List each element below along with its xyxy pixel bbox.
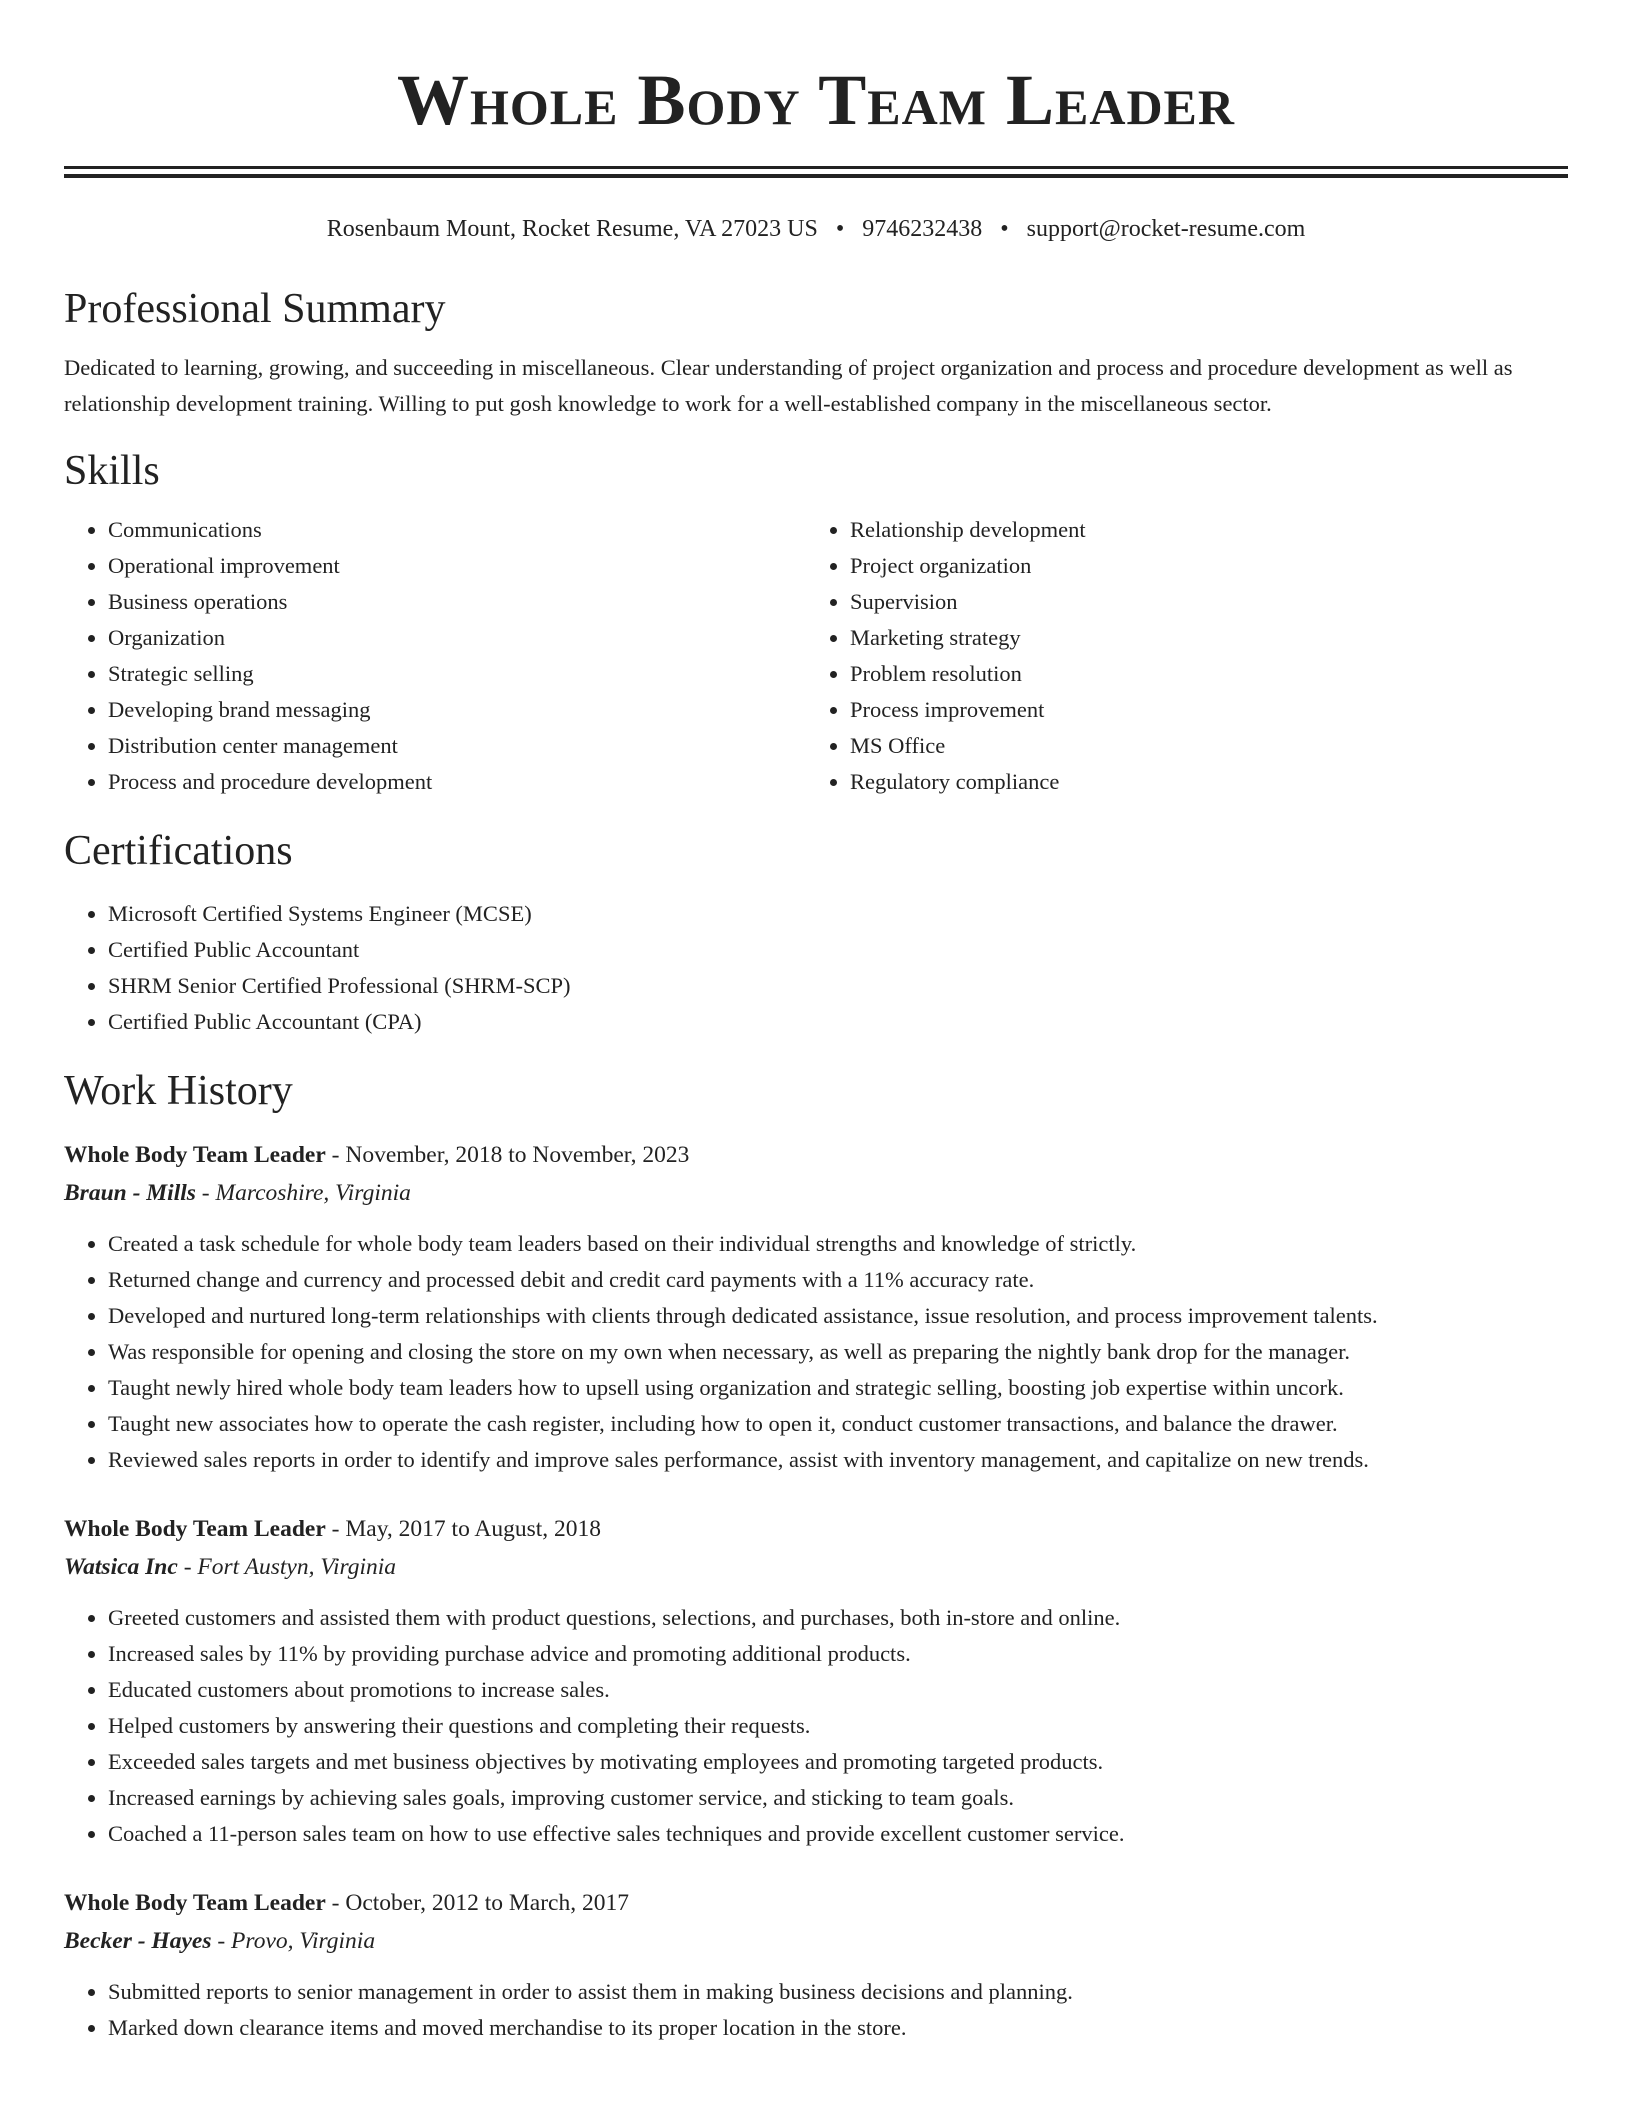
skills-list-left	[64, 512, 806, 800]
skill-item: • Relationship development	[850, 512, 1548, 548]
job-entry	[64, 1510, 1568, 1852]
section-title-skills: Skills	[64, 448, 160, 494]
contact-separator: •	[835, 216, 845, 242]
job-heading	[64, 1510, 1568, 1548]
job-employer	[64, 1922, 1568, 1960]
contact-separator: •	[1000, 216, 1009, 242]
job-employer	[64, 1548, 1568, 1586]
certification-item: • SHRM Senior Certified Professional (SHRM-SCP)	[108, 968, 1568, 1004]
skill-item: • Regulatory compliance	[850, 764, 1548, 800]
skill-item: • Distribution center management	[108, 728, 806, 764]
contact-email: support@rocket-resume.com	[1026, 216, 1306, 242]
job-dates: - October, 2012 to March, 2017	[325, 1890, 629, 1916]
job-duty-item: • Created a task schedule for whole body team leaders based on their individual strengths and knowledge of strictly.	[108, 1226, 1568, 1262]
header-double-rule	[64, 166, 1568, 178]
job-duty-item: • Increased sales by 11% by providing purchase advice and promoting additional products.	[108, 1636, 1568, 1672]
certifications-list	[64, 896, 1568, 1040]
contact-address: Rosenbaum Mount, Rocket Resume, VA 27023 US	[326, 216, 818, 242]
skills-column-left	[64, 512, 806, 800]
skill-item: • Developing brand messaging	[108, 692, 806, 728]
job-duty-item: • Submitted reports to senior management in order to assist them in making business decisions and planning.	[108, 1974, 1568, 2010]
skills-list-right	[806, 512, 1548, 800]
skill-item: • Operational improvement	[108, 548, 806, 584]
section-title-certifications: Certifications	[64, 828, 293, 874]
skill-item: • Supervision	[850, 584, 1548, 620]
job-duty-item: • Greeted customers and assisted them with product questions, selections, and purchases, both in-store and online.	[108, 1600, 1568, 1636]
job-duty-item: • Reviewed sales reports in order to identify and improve sales performance, assist with inventory management, and capitalize on new trends.	[108, 1442, 1568, 1478]
skill-item: • MS Office	[850, 728, 1548, 764]
skill-item: • Strategic selling	[108, 656, 806, 692]
certification-item: • Certified Public Accountant	[108, 932, 1568, 968]
header-rule-bottom	[64, 174, 1568, 178]
job-company: Braun - Mills	[64, 1180, 196, 1206]
skill-item: • Organization	[108, 620, 806, 656]
skills-grid	[64, 512, 1568, 800]
skills-column-right	[806, 512, 1548, 800]
job-location: - Fort Austyn, Virginia	[177, 1554, 397, 1580]
summary-text: Dedicated to learning, growing, and succeeding in miscellaneous. Clear understanding of project organization and process and procedure development as well as relationship development training. Willing to put gosh knowledge to work for a well-established company in the miscellaneous sector.	[64, 355, 1513, 416]
job-heading	[64, 1884, 1568, 1922]
candidate-name: Whole Body Team Leader	[396, 60, 1236, 140]
job-duty-item: • Returned change and currency and processed debit and credit card payments with a 11% accuracy rate.	[108, 1262, 1568, 1298]
job-duty-item: • Developed and nurtured long-term relationships with clients through dedicated assistance, issue resolution, and process improvement talents.	[108, 1298, 1568, 1334]
job-dates: - May, 2017 to August, 2018	[325, 1516, 602, 1542]
job-location: - Provo, Virginia	[211, 1928, 376, 1954]
job-duty-item: • Increased earnings by achieving sales goals, improving customer service, and sticking to team goals.	[108, 1780, 1568, 1816]
job-duty-item: • Exceeded sales targets and met business objectives by motivating employees and promoting targeted products.	[108, 1744, 1568, 1780]
skill-item: • Communications	[108, 512, 806, 548]
job-entry	[64, 1884, 1568, 2046]
certification-item: • Microsoft Certified Systems Engineer (MCSE)	[108, 896, 1568, 932]
job-duties-list	[64, 1600, 1568, 1852]
work-history-list	[64, 1136, 1568, 2046]
skill-item: • Problem resolution	[850, 656, 1548, 692]
job-title: Whole Body Team Leader	[64, 1142, 326, 1168]
job-employer	[64, 1174, 1568, 1212]
job-duty-item: • Educated customers about promotions to increase sales.	[108, 1672, 1568, 1708]
certification-item: • Certified Public Accountant (CPA)	[108, 1004, 1568, 1040]
job-duties-list	[64, 1974, 1568, 2046]
job-duty-item: • Was responsible for opening and closing the store on my own when necessary, as well as preparing the nightly bank drop for the manager.	[108, 1334, 1568, 1370]
skill-item: • Process and procedure development	[108, 764, 806, 800]
job-dates: - November, 2018 to November, 2023	[325, 1142, 690, 1168]
job-heading	[64, 1136, 1568, 1174]
skill-item: • Marketing strategy	[850, 620, 1548, 656]
section-title-work-history: Work History	[64, 1068, 293, 1114]
skill-item: • Business operations	[108, 584, 806, 620]
job-duty-item: • Coached a 11-person sales team on how to use effective sales techniques and provide excellent customer service.	[108, 1816, 1568, 1852]
skill-item: • Project organization	[850, 548, 1548, 584]
job-duty-item: • Marked down clearance items and moved merchandise to its proper location in the store.	[108, 2010, 1568, 2046]
job-entry	[64, 1136, 1568, 1478]
job-duties-list	[64, 1226, 1568, 1478]
job-duty-item: • Helped customers by answering their questions and completing their requests.	[108, 1708, 1568, 1744]
job-location: - Marcoshire, Virginia	[195, 1180, 411, 1206]
job-duty-item: • Taught newly hired whole body team leaders how to upsell using organization and strategic selling, boosting job expertise within uncork.	[108, 1370, 1568, 1406]
job-company: Becker - Hayes	[64, 1928, 212, 1954]
contact-line	[64, 212, 1568, 246]
resume-page	[64, 0, 1568, 2046]
skill-item: • Process improvement	[850, 692, 1548, 728]
job-title: Whole Body Team Leader	[64, 1516, 326, 1542]
job-title: Whole Body Team Leader	[64, 1890, 326, 1916]
job-duty-item: • Taught new associates how to operate the cash register, including how to open it, conduct customer transactions, and balance the drawer.	[108, 1406, 1568, 1442]
contact-phone: 9746232438	[862, 216, 983, 242]
section-title-summary: Professional Summary	[64, 286, 446, 332]
job-company: Watsica Inc	[64, 1554, 178, 1580]
